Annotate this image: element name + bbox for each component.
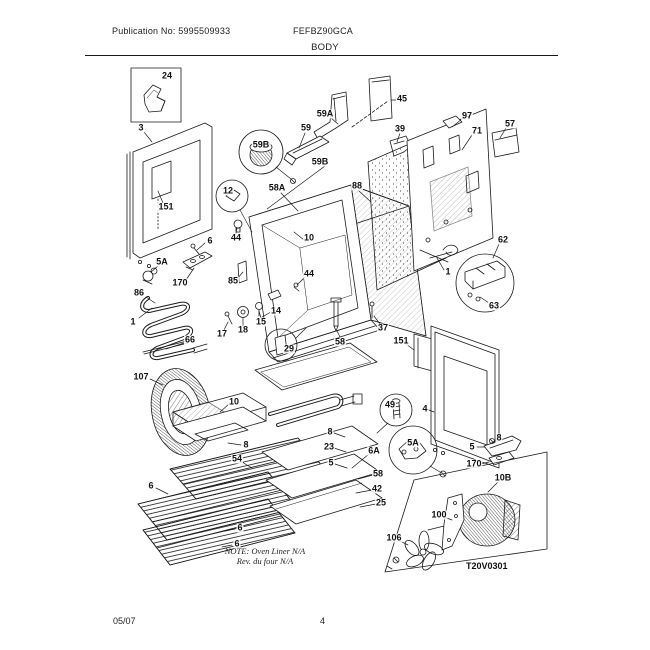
callout-44: 44 [303, 268, 315, 279]
callout-71: 71 [471, 125, 483, 136]
callout-39: 39 [394, 123, 406, 134]
callout-151: 151 [393, 335, 409, 346]
callout-106: 106 [386, 532, 402, 543]
callout-5: 5 [328, 457, 334, 468]
callout-14: 14 [270, 305, 282, 316]
callout-63: 63 [488, 300, 500, 311]
callout-10: 10 [303, 232, 315, 243]
oven-liner-note [195, 546, 335, 566]
callout-54: 54 [231, 453, 243, 464]
callout-6: 6 [237, 522, 243, 533]
callout-59: 59 [300, 122, 312, 133]
callout-6: 6 [148, 480, 154, 491]
callout-8: 8 [243, 439, 249, 450]
callout-66: 66 [184, 334, 196, 345]
date-label: 05/07 [113, 616, 136, 626]
callout-151: 151 [158, 201, 174, 212]
callout-37: 37 [377, 322, 389, 333]
callout-29: 29 [283, 343, 295, 354]
callout-170: 170 [466, 458, 482, 469]
callout-58: 58 [372, 468, 384, 479]
callout-86: 86 [133, 287, 145, 298]
callout-8: 8 [327, 426, 333, 437]
callout-6A: 6A [368, 445, 380, 456]
callout-88: 88 [351, 180, 363, 191]
callout-1: 1 [130, 316, 136, 327]
callout-10: 10 [228, 396, 240, 407]
callout-10B: 10B [494, 472, 512, 483]
callout-170: 170 [172, 277, 188, 288]
callout-59B: 59B [252, 139, 270, 150]
callout-15: 15 [255, 316, 267, 327]
callout-59A: 59A [316, 108, 334, 119]
callout-17: 17 [216, 328, 228, 339]
callout-57: 57 [504, 118, 516, 129]
note-line-1: NOTE: Oven Liner N/A [224, 546, 306, 556]
callout-45: 45 [396, 93, 408, 104]
callout-58: 58 [334, 336, 346, 347]
model-number: FEFBZ90GCA [293, 26, 354, 36]
callout-1: 1 [445, 266, 451, 277]
callout-4: 4 [422, 403, 428, 414]
publication-number: Publication No: 5995509933 [112, 26, 231, 36]
callout-5A: 5A [407, 437, 419, 448]
callout-8: 8 [496, 432, 502, 443]
callout-97: 97 [461, 110, 473, 121]
callout-44: 44 [230, 232, 242, 243]
callout-24: 24 [161, 70, 173, 81]
diagram-code: T20V0301 [466, 561, 508, 571]
callout-58A: 58A [268, 182, 286, 193]
callout-23: 23 [323, 441, 335, 452]
callout-5A: 5A [156, 256, 168, 267]
callout-49: 49 [384, 399, 396, 410]
callout-59B: 59B [311, 156, 329, 167]
page-number: 4 [320, 616, 326, 626]
callout-3: 3 [138, 122, 144, 133]
callout-42: 42 [371, 483, 383, 494]
callout-100: 100 [431, 509, 447, 520]
section-title: BODY [311, 42, 339, 53]
callout-107: 107 [133, 371, 149, 382]
callout-6: 6 [207, 235, 213, 246]
note-line-2: Rev. du four N/A [236, 556, 294, 566]
callout-62: 62 [497, 234, 509, 245]
callout-25: 25 [375, 497, 387, 508]
callout-85: 85 [227, 275, 239, 286]
callout-12: 12 [222, 185, 234, 196]
callout-6: 6 [234, 538, 240, 549]
callout-5: 5 [469, 441, 475, 452]
callout-18: 18 [237, 324, 249, 335]
